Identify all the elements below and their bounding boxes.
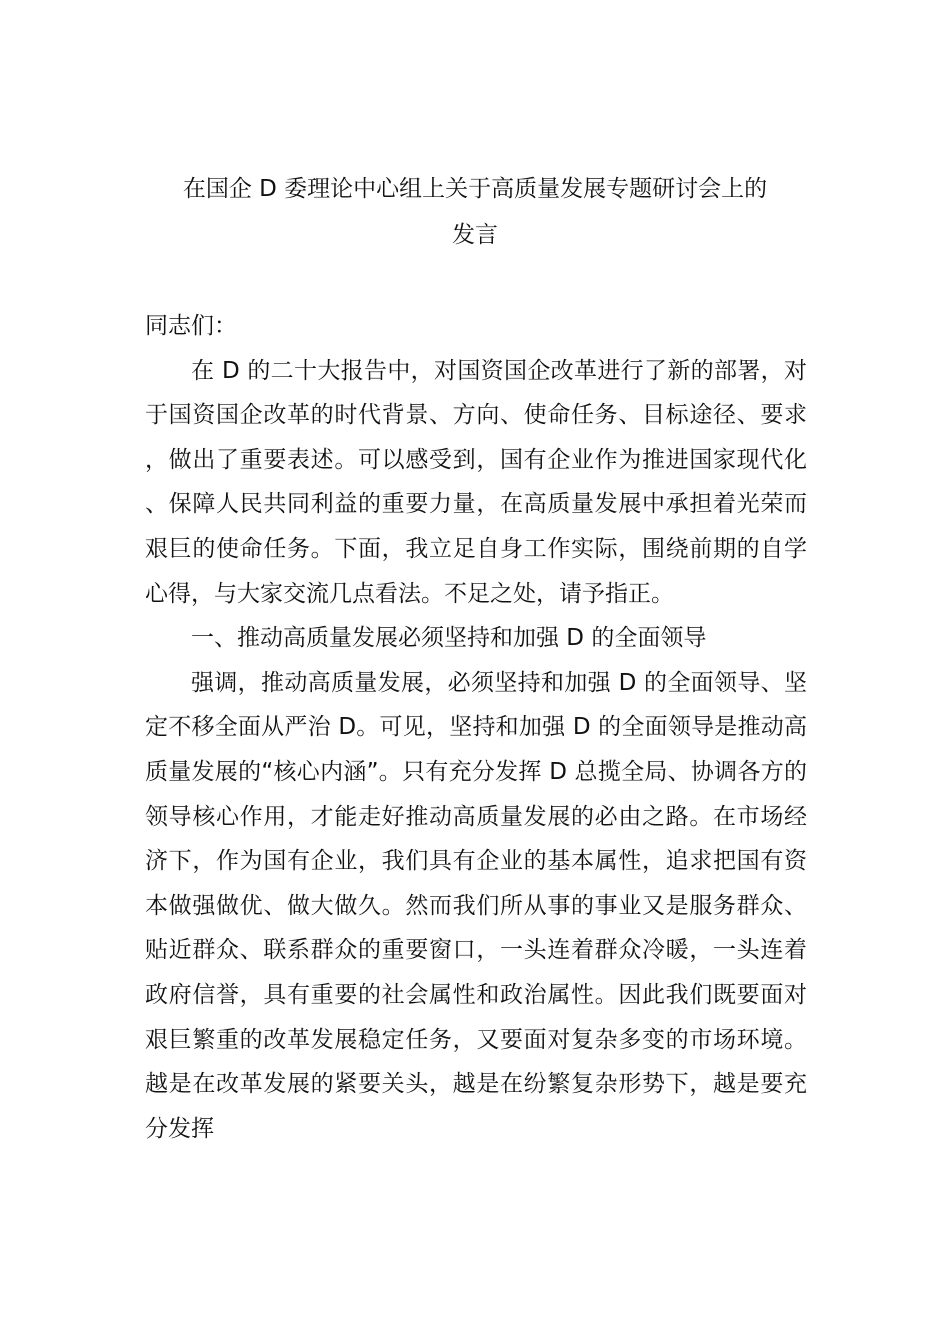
title-line-1: 在国企 D 委理论中心组上关于高质量发展专题研讨会上的: [182, 176, 768, 202]
salutation: 同志们：: [145, 313, 237, 339]
title-line-2: 发言: [452, 222, 498, 248]
paragraph-section-1: 强调，推动高质量发展，必须坚持和加强 D 的全面领导、坚定不移全面从严治 D。可见，坚持和加强 D 的全面领导是推动高质量发展的“核心内涵”。只有充分发挥 D 总揽全局、协调各方的领导核心作用，才能走好推动高质量发展的必由之路。在市场经济下，作为国有企业，我们具有企业的基本属性，追求把国有资本做强做优、做大做久。然而我们所从事的事业又是服务群众、贴近群众、联系群众的重要窗口，一头连着群众冷暖，一头连着政府信誉，具有重要的社会属性和政治属性。因此我们既要面对艰巨繁重的改革发展稳定任务，又要面对复杂多变的市场环境。越是在改革发展的紧要关头，越是在纷繁复杂形势下，越是要充分发挥: [145, 669, 807, 1142]
paragraph-intro: 在 D 的二十大报告中，对国资国企改革进行了新的部署，对于国资国企改革的时代背景、方向、使命任务、目标途径、要求，做出了重要表述。可以感受到，国有企业作为推进国家现代化、保障人民共同利益的重要力量，在高质量发展中承担着光荣而艰巨的使命任务。下面，我立足自身工作实际，围绕前期的自学心得，与大家交流几点看法。不足之处，请予指正。: [145, 357, 807, 607]
document-body: [145, 304, 807, 1151]
document-title: [100, 166, 850, 258]
section-heading-1: 一、推动高质量发展必须坚持和加强 D 的全面领导: [191, 625, 707, 652]
